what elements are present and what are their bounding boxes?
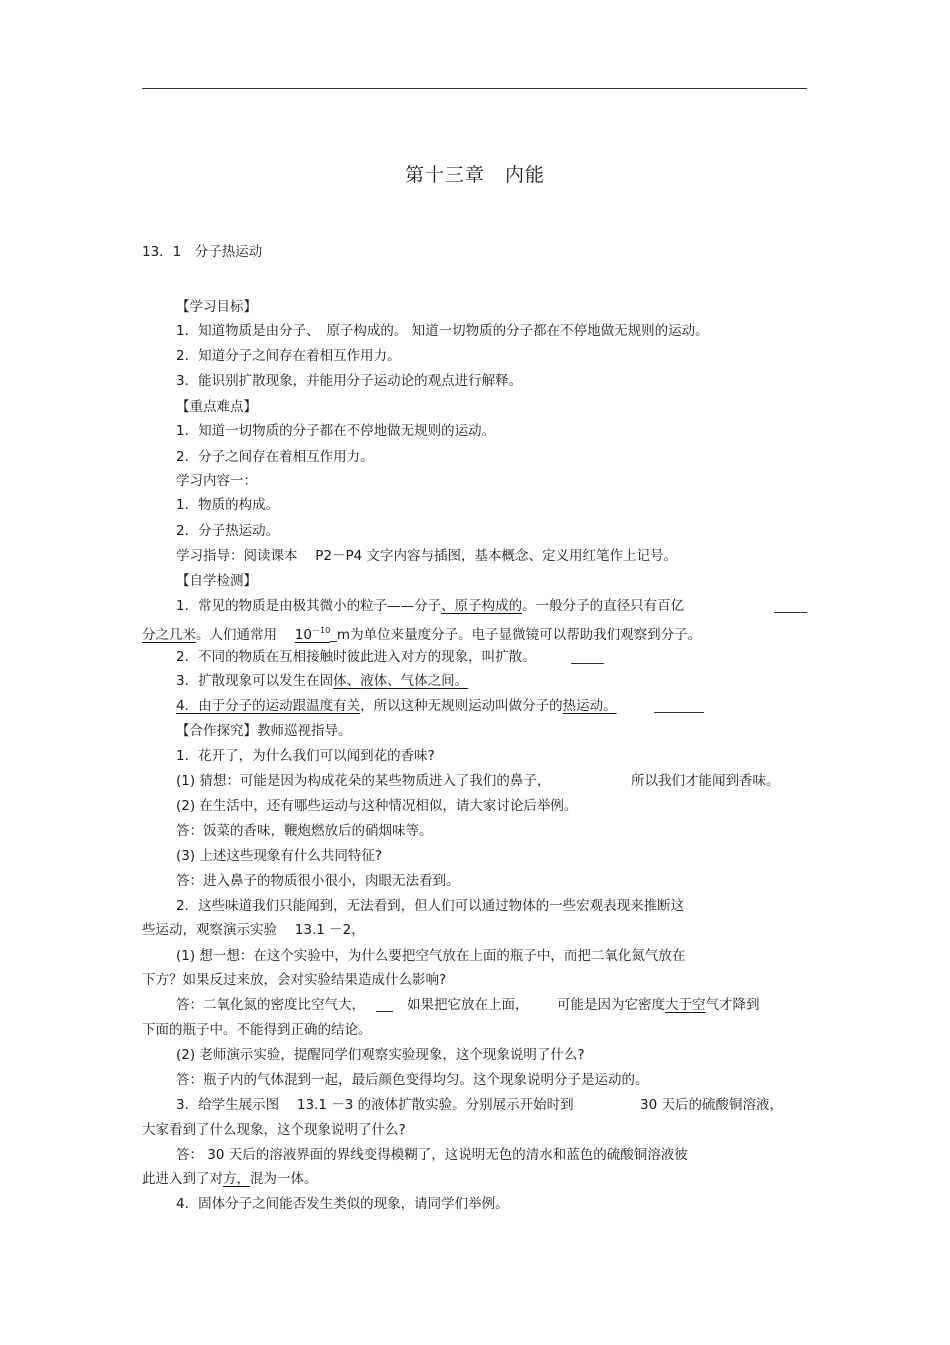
answer-greater-than-air: 大于空 bbox=[665, 997, 706, 1013]
self-check-4: 4．由于分子的运动跟温度有关，所以这种无规则运动叫做分子的热运动。 bbox=[176, 698, 617, 714]
self-check-1: 1．常见的物质是由极其微小的粒子——分子、原子构成的。一般分子的直径只有百亿 bbox=[176, 598, 685, 614]
question-1-part-3: (3) 上述这些现象有什么共同特征? bbox=[176, 848, 383, 864]
goal-1: 1．知道物质是由分子、 原子构成的。 知道一切物质的分子都在不停地做无规则的运动。 bbox=[176, 323, 709, 339]
answer-2-part-2: 答：瓶子内的气体混到一起，最后颜色变得均匀。这个现象说明分子是运动的。 bbox=[176, 1072, 649, 1088]
answer-thermal-motion: 热运动。 bbox=[562, 698, 617, 714]
section-heading: 13．1 分子热运动 bbox=[142, 244, 263, 260]
answer-1-part-3: 答：进入鼻子的物质很小很小，肉眼无法看到。 bbox=[176, 873, 460, 889]
heading-key-points: 【重点难点】 bbox=[176, 399, 257, 415]
question-3-b: 30 天后的硫酸铜溶液， bbox=[640, 1097, 783, 1113]
key-point-1: 1．知道一切物质的分子都在不停地做无规则的运动。 bbox=[176, 423, 496, 439]
self-check-1-cont: 分之几米。人们通常用 $10^{-10}\_m$为单位来量度分子。电子显微镜可以帮助我们观察到分子。 bbox=[142, 626, 702, 643]
answer-2-part-1-b: 如果把它放在上面， bbox=[407, 997, 529, 1013]
question-1: 1．花开了，为什么我们可以闻到花的香味? bbox=[176, 748, 435, 764]
answer-3-cont: 此进入到了对方，混为一体。 bbox=[142, 1171, 318, 1187]
question-4: 4．固体分子之间能否发生类似的现象，请同学们举例。 bbox=[176, 1196, 509, 1212]
answer-2-part-1-cont: 下面的瓶子中。不能得到正确的结论。 bbox=[142, 1022, 372, 1038]
content-item-2: 2．分子热运动。 bbox=[176, 523, 280, 539]
answer-gas: 、气 bbox=[387, 673, 415, 689]
header-rule bbox=[142, 88, 807, 89]
answer-power: $10^{-10}$ bbox=[294, 626, 331, 643]
question-1-guess-cont: 所以我们才能闻到香味。 bbox=[631, 773, 780, 789]
answer-2-part-1: 答：二氧化氮的密度比空气大， bbox=[176, 997, 365, 1013]
answer-blank bbox=[654, 698, 704, 713]
answer-blank bbox=[571, 649, 604, 664]
self-check-2: 2．不同的物质在互相接触时彼此进入对方的现象，叫扩散。 bbox=[176, 649, 536, 665]
question-2: 2．这些味道我们只能闻到，无法看到，但人们可以通过物体的一些宏观表现来推断这 bbox=[176, 898, 685, 914]
heading-learning-goals: 【学习目标】 bbox=[176, 299, 257, 315]
question-3-cont: 大家看到了什么现象，这个现象说明了什么? bbox=[142, 1122, 406, 1138]
question-1-guess: (1) 猜想：可能是因为构成花朵的某些物质进入了我们的鼻子， bbox=[176, 773, 551, 789]
answer-atoms: 、原子构成的 bbox=[441, 598, 523, 614]
answer-3: 答： 30 天后的溶液界面的界线变得模糊了，这说明无色的清水和蓝色的硫酸铜溶液彼 bbox=[176, 1147, 688, 1163]
heading-cooperation: 【合作探究】教师巡视指导。 bbox=[176, 723, 352, 739]
chapter-title: 第十三章 内能 bbox=[404, 164, 545, 186]
answer-2-part-1-c: 可能是因为它密度大于空气才降到 bbox=[557, 997, 760, 1013]
answer-blank bbox=[774, 598, 807, 613]
answer-blank bbox=[376, 997, 393, 1012]
answer-other-side: 方， bbox=[223, 1171, 250, 1187]
question-2-part-2: (2) 老师演示实验，提醒同学们观察实验现象，这个现象说明了什么? bbox=[176, 1047, 585, 1063]
content-item-1: 1．物质的构成。 bbox=[176, 497, 280, 513]
key-point-2: 2．分子之间存在着相互作用力。 bbox=[176, 449, 374, 465]
goal-3: 3．能识别扩散现象，并能用分子运动论的观点进行解释。 bbox=[176, 373, 523, 389]
question-3: 3．给学生展示图 13.1 －3 的液体扩散实验。分别展示开始时到 bbox=[176, 1097, 574, 1113]
answer-fraction: 分之几米 bbox=[142, 627, 196, 643]
question-1-part-2: (2) 在生活中，还有哪些运动与这种情况相似，请大家讨论后举例。 bbox=[176, 798, 578, 814]
answer-1-part-2: 答：饭菜的香味，鞭炮燃放后的硝烟味等。 bbox=[176, 823, 433, 839]
self-check-3: 3．扩散现象可以发生在固体、液体、气体之间。 bbox=[176, 673, 469, 689]
question-2-part-1-cont: 下方？如果反过来放，会对实验结果造成什么影响? bbox=[142, 972, 447, 988]
answer-liquid: 液体 bbox=[360, 673, 388, 689]
study-guide: 学习指导：阅读课本 P2－P4 文字内容与插图，基本概念、定义用红笔作上记号。 bbox=[176, 548, 678, 564]
goal-2: 2．知道分子之间存在着相互作用力。 bbox=[176, 348, 401, 364]
question-2-cont: 些运动，观察演示实验 13.1 －2， bbox=[142, 922, 365, 938]
question-2-part-1: (1) 想一想：在这个实验中，为什么要把空气放在上面的瓶子中，而把二氧化氮气放在 bbox=[176, 948, 686, 964]
answer-temperature: 4．由于分子的运动跟温度有关 bbox=[176, 698, 361, 714]
answer-solid: 体、 bbox=[333, 673, 361, 689]
heading-self-check: 【自学检测】 bbox=[176, 573, 257, 589]
content-heading: 学习内容一： bbox=[176, 473, 257, 489]
